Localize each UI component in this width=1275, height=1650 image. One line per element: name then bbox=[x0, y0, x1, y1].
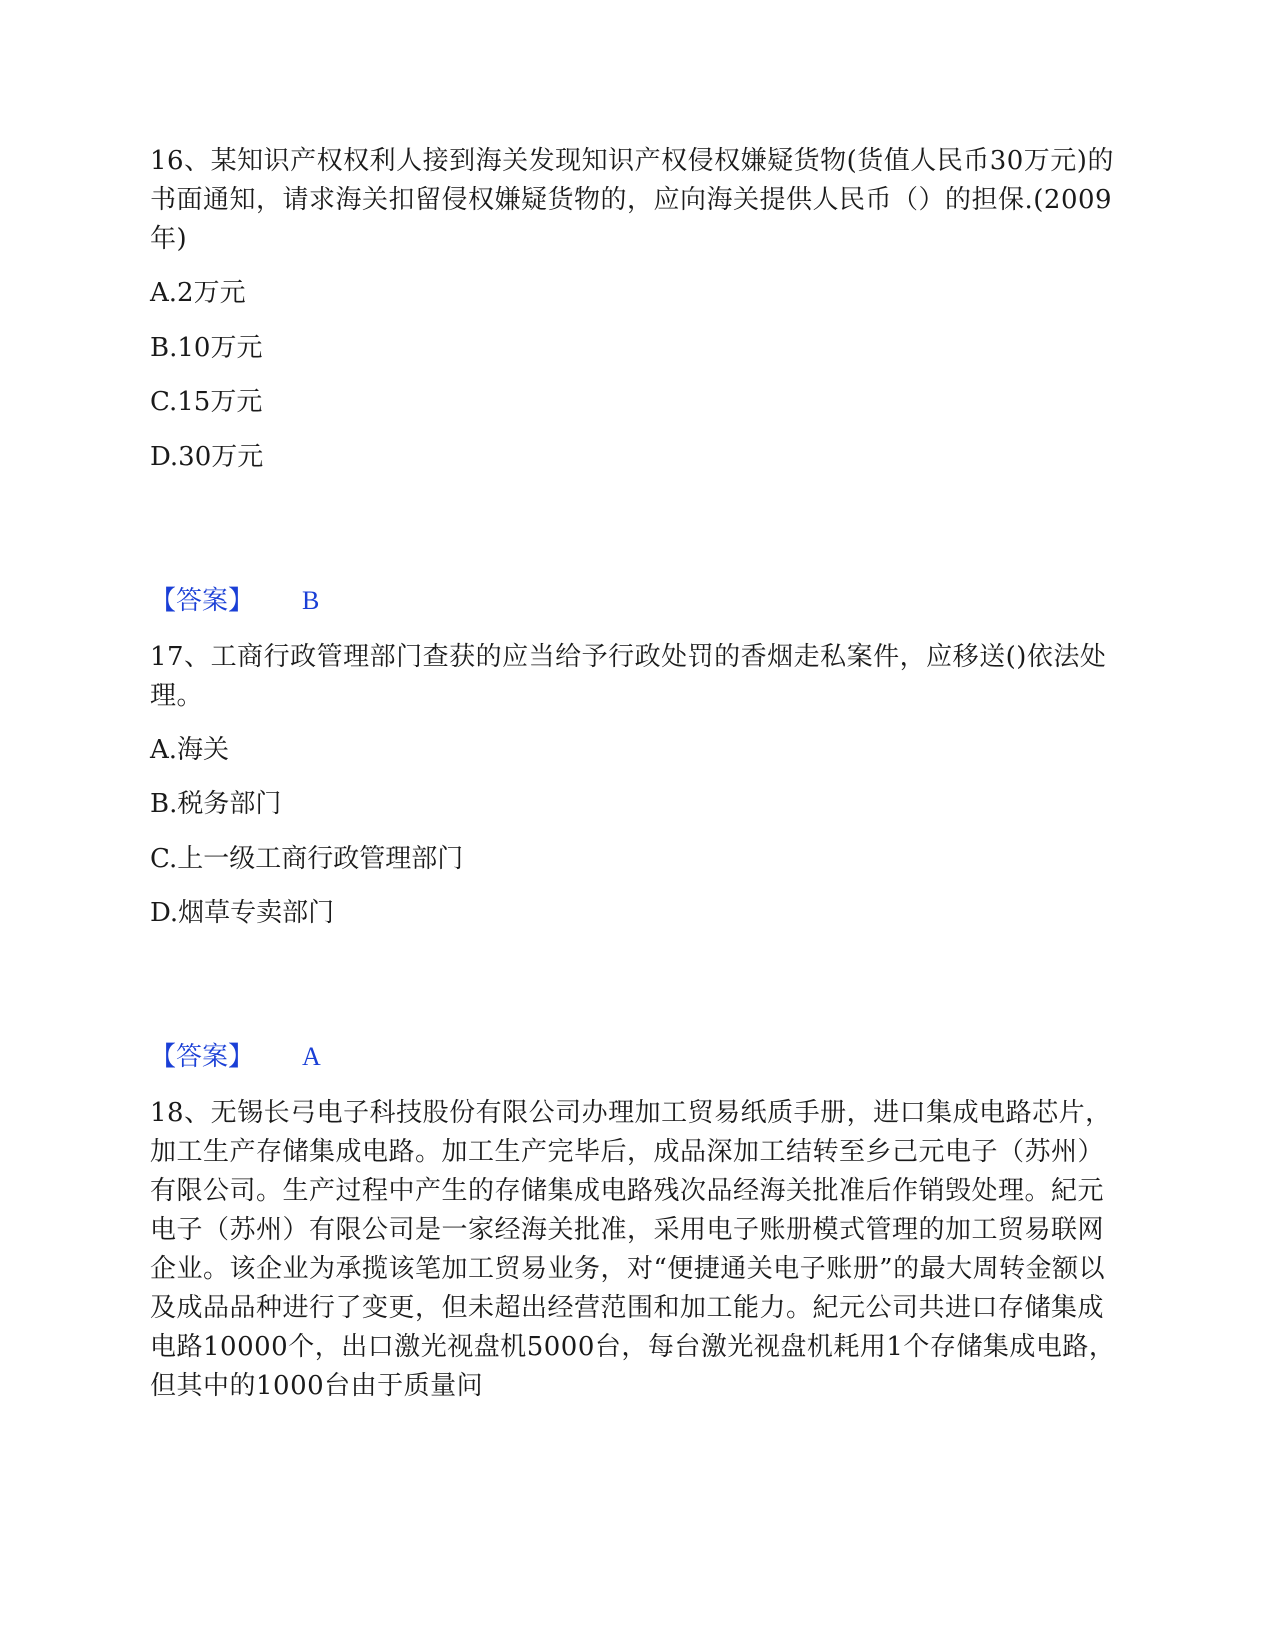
answer-label: 【答案】 bbox=[150, 1042, 255, 1072]
answer-value: B bbox=[302, 586, 320, 615]
question-16-answer bbox=[150, 584, 319, 618]
question-17-option-c: C.上一级工商行政管理部门 bbox=[150, 844, 464, 874]
answer-value: A bbox=[302, 1042, 321, 1071]
answer-label: 【答案】 bbox=[150, 586, 255, 616]
question-16-option-b: B.10万元 bbox=[150, 333, 263, 363]
question-17-option-a: A.海关 bbox=[150, 735, 230, 765]
question-16-option-d: D.30万元 bbox=[150, 442, 264, 472]
question-16-option-a: A.2万元 bbox=[150, 278, 246, 308]
question-17-option-d: D.烟草专卖部门 bbox=[150, 898, 335, 928]
question-16-text: 16、某知识产权权利人接到海关发现知识产权侵权嫌疑货物(货值人民币30万元)的书面通知，请求海关扣留侵权嫌疑货物的，应向海关提供人民币（）的担保.(2009年) bbox=[150, 146, 1114, 254]
question-16-option-c: C.15万元 bbox=[150, 387, 263, 417]
question-18-text: 18、无锡长弓电子科技股份有限公司办理加工贸易纸质手册，进口集成电路芯片，加工生产存储集成电路。加工生产完毕后，成品深加工结转至乡己元电子（苏州）有限公司。生产过程中产生的存储集成电路残次品经海关批准后作销毁处理。紀元电子（苏州）有限公司是一家经海关批准，采用电子账册模式管理的加工贸易联网企业。该企业为承揽该笔加工贸易业务，对“便捷通关电子账册”的最大周转金额以及成品品种进行了变更，但未超出经营范围和加工能力。紀元公司共进口存储集成电路10000个，出口激光视盘机5000台，每台激光视盘机耗用1个存储集成电路，但其中的1000台由于质量问 bbox=[150, 1098, 1116, 1401]
question-17-text: 17、工商行政管理部门查获的应当给予行政处罚的香烟走私案件，应移送()依法处理。 bbox=[150, 642, 1107, 711]
question-17-answer bbox=[150, 1040, 321, 1074]
question-17-option-b: B.税务部门 bbox=[150, 789, 282, 819]
